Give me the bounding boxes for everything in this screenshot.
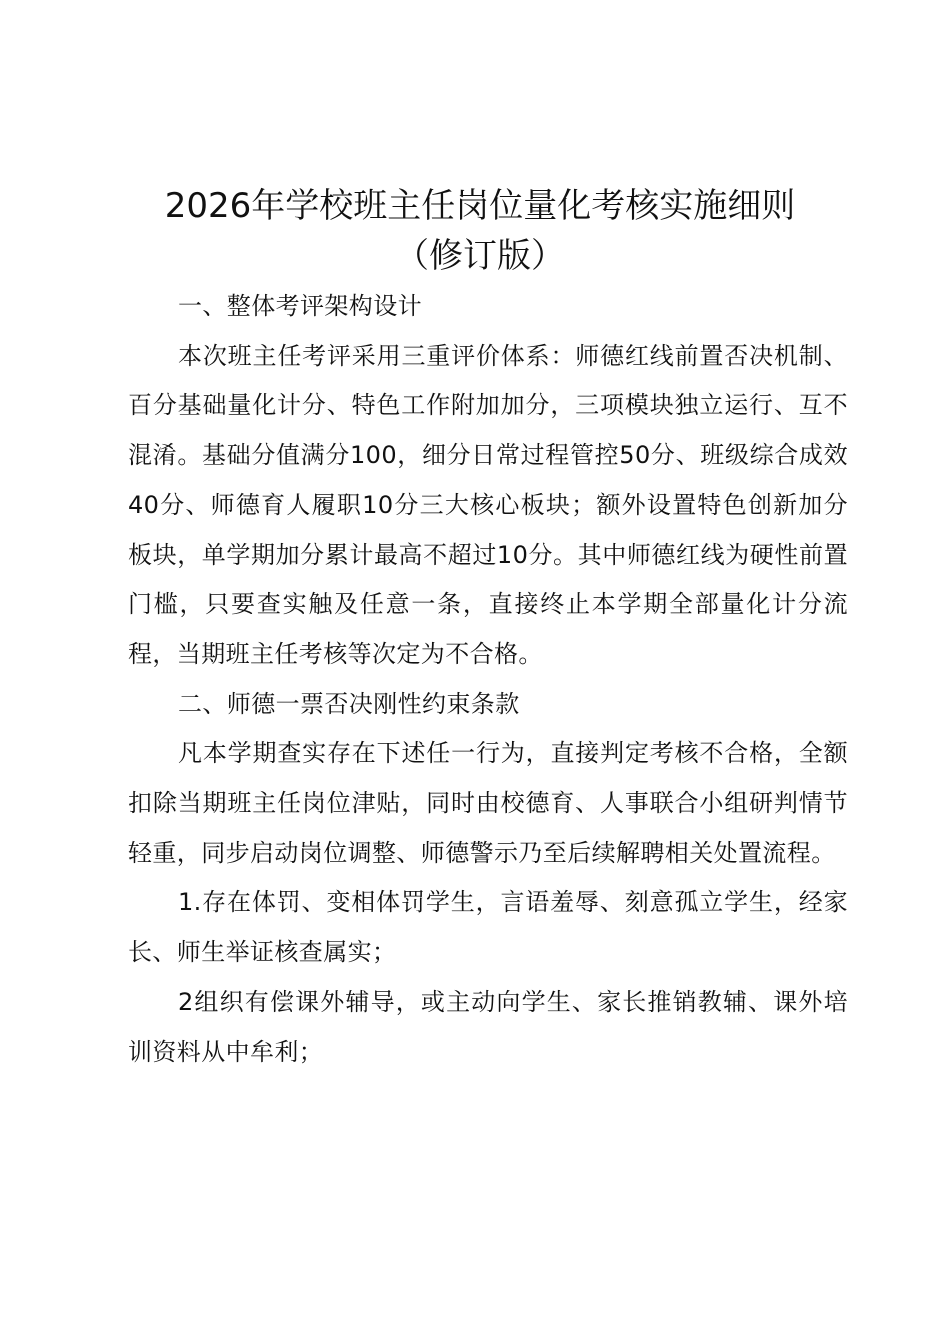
paragraph-veto-clause: 凡本学期查实存在下述任一行为，直接判定考核不合格，全额扣除当期班主任岗位津贴，同时由校德育、人事联合小组研判情节轻重，同步启动岗位调整、师德警示乃至后续解聘相关处置流程。 — [128, 739, 848, 867]
section-heading-1: 一、整体考评架构设计 — [178, 292, 422, 320]
list-item-1: 1.存在体罚、变相体罚学生，言语羞辱、刻意孤立学生，经家长、师生举证核查属实； — [128, 888, 848, 967]
list-item-2: 2组织有偿课外辅导，或主动向学生、家长推销教辅、课外培训资料从中牟利； — [128, 987, 848, 1066]
section-heading-2: 二、师德一票否决刚性约束条款 — [178, 689, 520, 718]
document-body — [128, 282, 848, 1077]
paragraph-evaluation-structure: 本次班主任考评采用三重评价体系：师德红线前置否决机制、百分基础量化计分、特色工作附加加分，三项模块独立运行、互不混淆。基础分值满分100，细分日常过程管控50分、班级综合成效40分、师德育人履职10分三大核心板块；额外设置特色创新加分板块，单学期加分累计最高不超过10分。其中师德红线为硬性前置门槛，只要查实触及任意一条，直接终止本学期全部量化计分流程，当期班主任考核等次定为不合格。 — [128, 341, 848, 668]
document-subtitle: （修订版） — [395, 236, 565, 276]
document-title: 2026年学校班主任岗位量化考核实施细则 — [164, 186, 796, 226]
